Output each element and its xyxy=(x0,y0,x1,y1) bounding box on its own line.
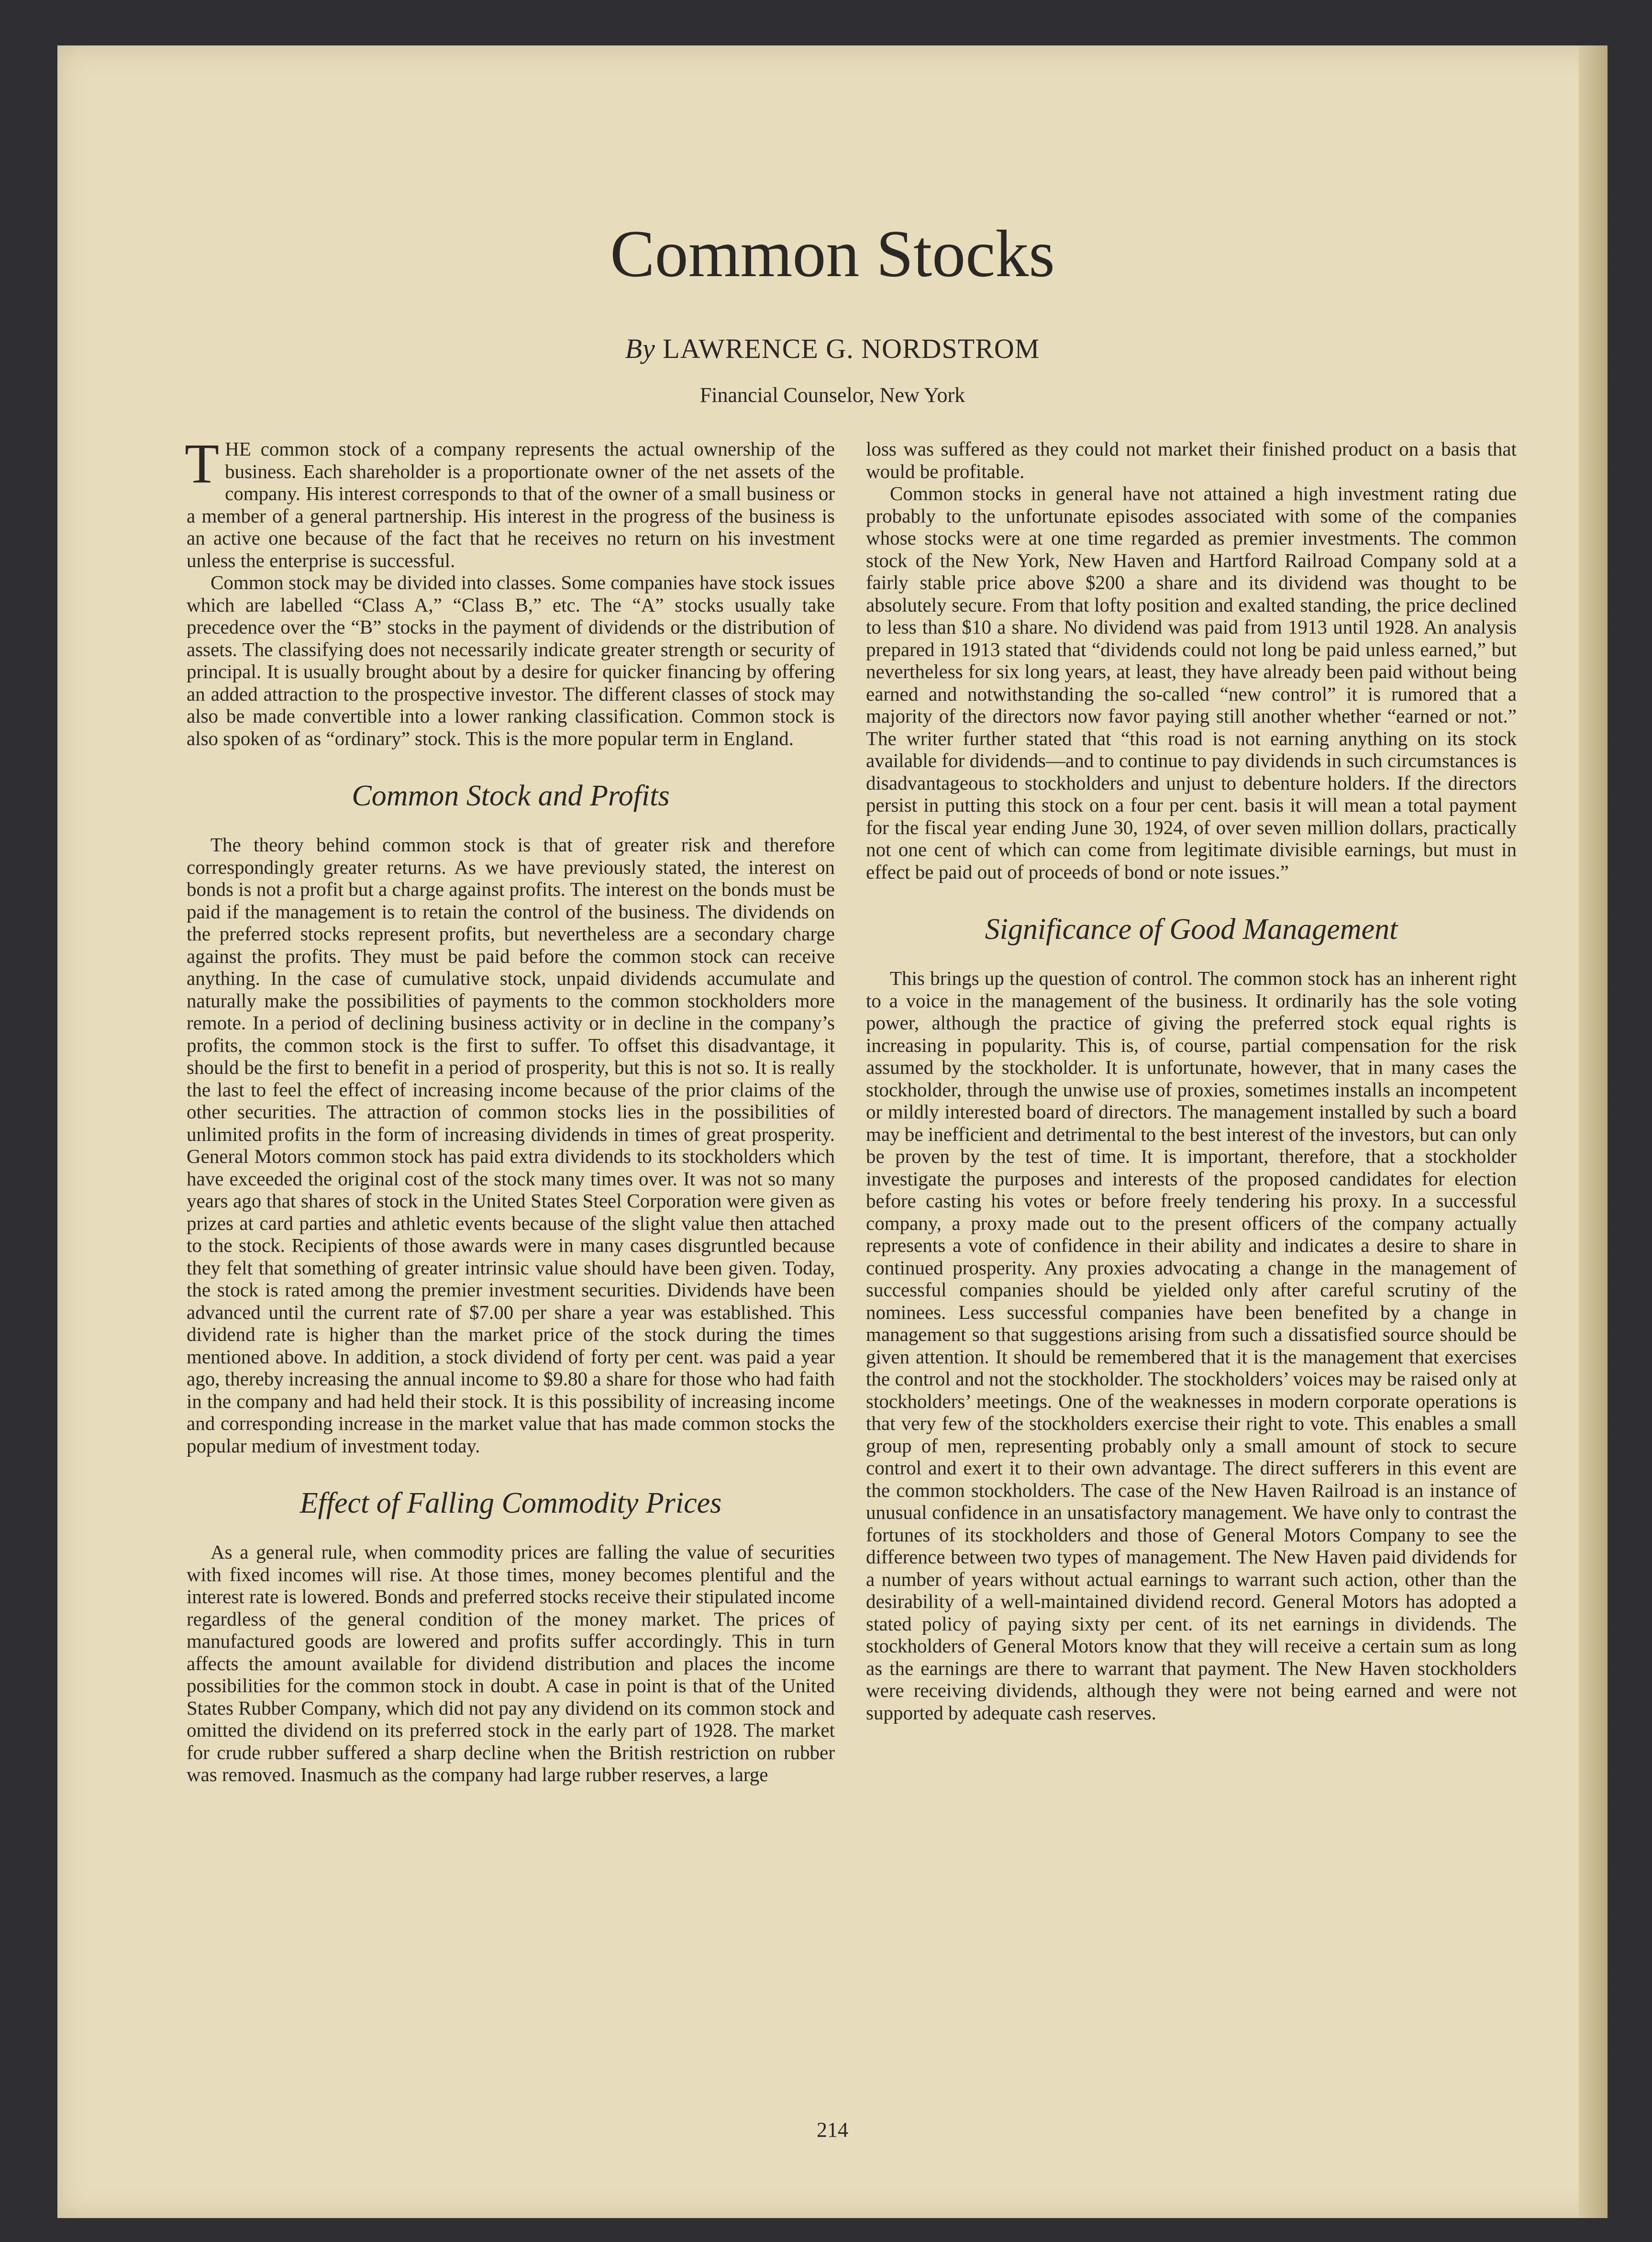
intro-paragraph xyxy=(185,432,835,571)
paragraph-control: This brings up the question of control. The common stock has an inherent right to a voice in the management of the business. It ordinarily has the sole voting power, although the practice of giving the preferred stock equal rights is increasing in popularity. This is, of course, partial compensation for the risk assumed by the stockholder. It is unfortunate, however, that in many cases the stockholder, through the unwise use of proxies, sometimes installs an incompetent or mildly interested board of directors. The management installed by such a board may be inefficient and detrimental to the best interest of the investors, but can only be proven by the test of time. It is important, therefore, that a stockholder investigate the purposes and interests of the proposed candidates for election before casting his votes or before freely tendering his proxy. In a successful company, a proxy made out to the present officers of the company actually represents a vote of confidence in their ability and indicates a desire to share in continued prosperity. Any proxies advocating a change in the management of successful companies should be yielded only after careful scrutiny of the nominees. Less successful companies have been benefited by a change in management so that suggestions arising from such a dissatisfied source should be given attention. It should be remembered that it is the management that exercises the control and not the stockholder. The stockholders’ voices may be raised only at stockholders’ meetings. One of the weaknesses in modern corporate operations is that very few of the stockholders exercise their right to vote. This enables a small group of men, representing probably only a small amount of stock to secure control and exert it to their own advantage. The direct sufferers in this event are the common stockholders. The case of the New Haven Railroad is an instance of unusual confidence in an unsatisfactory management. We have only to contrast the fortunes of its stockholders and those of General Motors Company to see the difference between two types of management. The New Haven paid dividends for a number of years without actual earnings to warrant such action, other than the desirability of a well-maintained dividend record. General Motors has adopted a stated policy of paying sixty per cent. of its net earnings in dividends. The stockholders of General Motors know that they will receive a certain sum as long as the earnings are there to warrant that payment. The New Haven stockholders were receiving dividends, although they were not being earned and were not supported by adequate cash reserves. xyxy=(866,967,1517,1724)
author-name: LAWRENCE G. NORDSTROM xyxy=(663,333,1040,364)
author-role: Financial Counselor, New York xyxy=(699,383,965,407)
heading-commodity-prices: Effect of Falling Commodity Prices xyxy=(299,1487,722,1519)
byline-prefix: By xyxy=(625,333,655,364)
heading-stock-profits: Common Stock and Profits xyxy=(352,780,670,812)
paragraph-continued: loss was suffered as they could not market their finished product on a basis that would be profitable. xyxy=(866,438,1517,482)
left-column xyxy=(185,432,835,1786)
intro-text: HE common stock of a company represents the actual ownership of the business. Each shareholder is a proportionate owner of the net assets of the company. His interest corresponds to that of the owner of a small business or a member of a general partnership. His interest in the progress of the business is an active one because of the fact that he receives no return on his investment unless the enterprise is successful. xyxy=(187,438,835,571)
right-column xyxy=(866,438,1517,1724)
page-number: 214 xyxy=(817,2118,848,2142)
heading-management: Significance of Good Management xyxy=(985,913,1398,946)
paragraph-investment-rating: Common stocks in general have not attained a high investment rating due probably to the unfortunate episodes associated with some of the companies whose stocks were at one time regarded as premier investments. The common stock of the New York, New Haven and Hartford Railroad Company sold at a fairly stable price above $200 a share and its dividend was thought to be absolutely secure. From that lofty position and exalted standing, the price declined to less than $10 a share. No dividend was paid from 1913 until 1928. An analysis prepared in 1913 stated that “dividends could not long be paid unless earned,” but nevertheless for six long years, at least, they have already been paid without being earned and notwithstanding the so-called “new control” it is rumored that a majority of the directors now favor paying still another whether “earned or not.” The writer further stated that “this road is not earning anything on its stock available for dividends—and to continue to pay dividends in such circumstances is disadvantageous to stockholders and unjust to debenture holders. If the directors persist in putting this stock on a four per cent. basis it will mean a total payment for the fiscal year ending June 30, 1924, of over seven million dollars, practically not one cent of which can come from legitimate divisible earnings, but must in effect be paid out of proceeds of bond or note issues.” xyxy=(866,482,1517,883)
page-edge xyxy=(1579,45,1608,2218)
paragraph-theory: The theory behind common stock is that of greater risk and therefore correspondingly greater returns. As we have previously stated, the interest on bonds is not a profit but a charge against profits. The interest on the bonds must be paid if the management is to retain the control of the business. The dividends on the preferred stocks represent profits, but nevertheless are a secondary charge against the profits. They must be paid before the common stock can receive anything. In the case of cumulative stock, unpaid dividends accumulate and naturally make the possibilities of payments to the common stockholders more remote. In a period of declining business activity or in decline in the company’s profits, the common stock is the first to suffer. To offset this disadvantage, it should be the first to benefit in a period of prosperity, but this is not so. It is really the last to feel the effect of increasing income because of the prior claims of the other securities. The attraction of common stocks lies in the possibilities of unlimited profits in the form of increasing dividends in times of great prosperity. General Motors common stock has paid extra dividends to its stockholders which have exceeded the original cost of the stock many times over. It was not so many years ago that shares of stock in the United States Steel Corporation were given as prizes at card parties and athletic events because of the slight value then attached to the stock. Recipients of those awards were in many cases disgruntled because they felt that something of greater intrinsic value should have been given. Today, the stock is rated among the premier investment securities. Dividends have been advanced until the current rate of $7.00 per share a year was established. This dividend rate is higher than the market price of the stock during the times mentioned above. In addition, a stock dividend of forty per cent. was paid a year ago, thereby increasing the annual income to $9.80 a share for those who had faith in the company and had held their stock. It is this possibility of increasing income and corresponding increase in the market value that has made common stocks the popular medium of investment today. xyxy=(187,834,835,1457)
paragraph-commodity: As a general rule, when commodity prices are falling the value of securities with fixed incomes will rise. At those times, money becomes plentiful and the interest rate is lowered. Bonds and preferred stocks receive their stipulated income regardless of the general condition of the money market. The prices of manufactured goods are lowered and profits suffer accordingly. This in turn affects the amount available for dividend distribution and places the income possibilities for the common stock in doubt. A case in point is that of the United States Rubber Company, which did not pay any dividend on its common stock and omitted the dividend on its preferred stock in the early part of 1928. The market for crude rubber suffered a sharp decline when the British restriction on rubber was removed. Inasmuch as the company had large rubber reserves, a large xyxy=(187,1541,835,1785)
article-title: Common Stocks xyxy=(610,217,1055,291)
magazine-page xyxy=(57,45,1608,2218)
byline xyxy=(57,333,1608,365)
paragraph-classes: Common stock may be divided into classes. Some companies have stock issues which are labelled “Class A,” “Class B,” etc. The “A” stocks usually take precedence over the “B” stocks in the payment of dividends or the distribution of assets. The classifying does not necessarily indicate greater strength or security of principal. It is usually brought about by a desire for quicker financing by offering an added attraction to the prospective investor. The different classes of stock may also be made convertible into a lower ranking classification. Common stock is also spoken of as “ordinary” stock. This is the more popular term in England. xyxy=(187,571,835,749)
drop-cap: T xyxy=(185,432,220,495)
